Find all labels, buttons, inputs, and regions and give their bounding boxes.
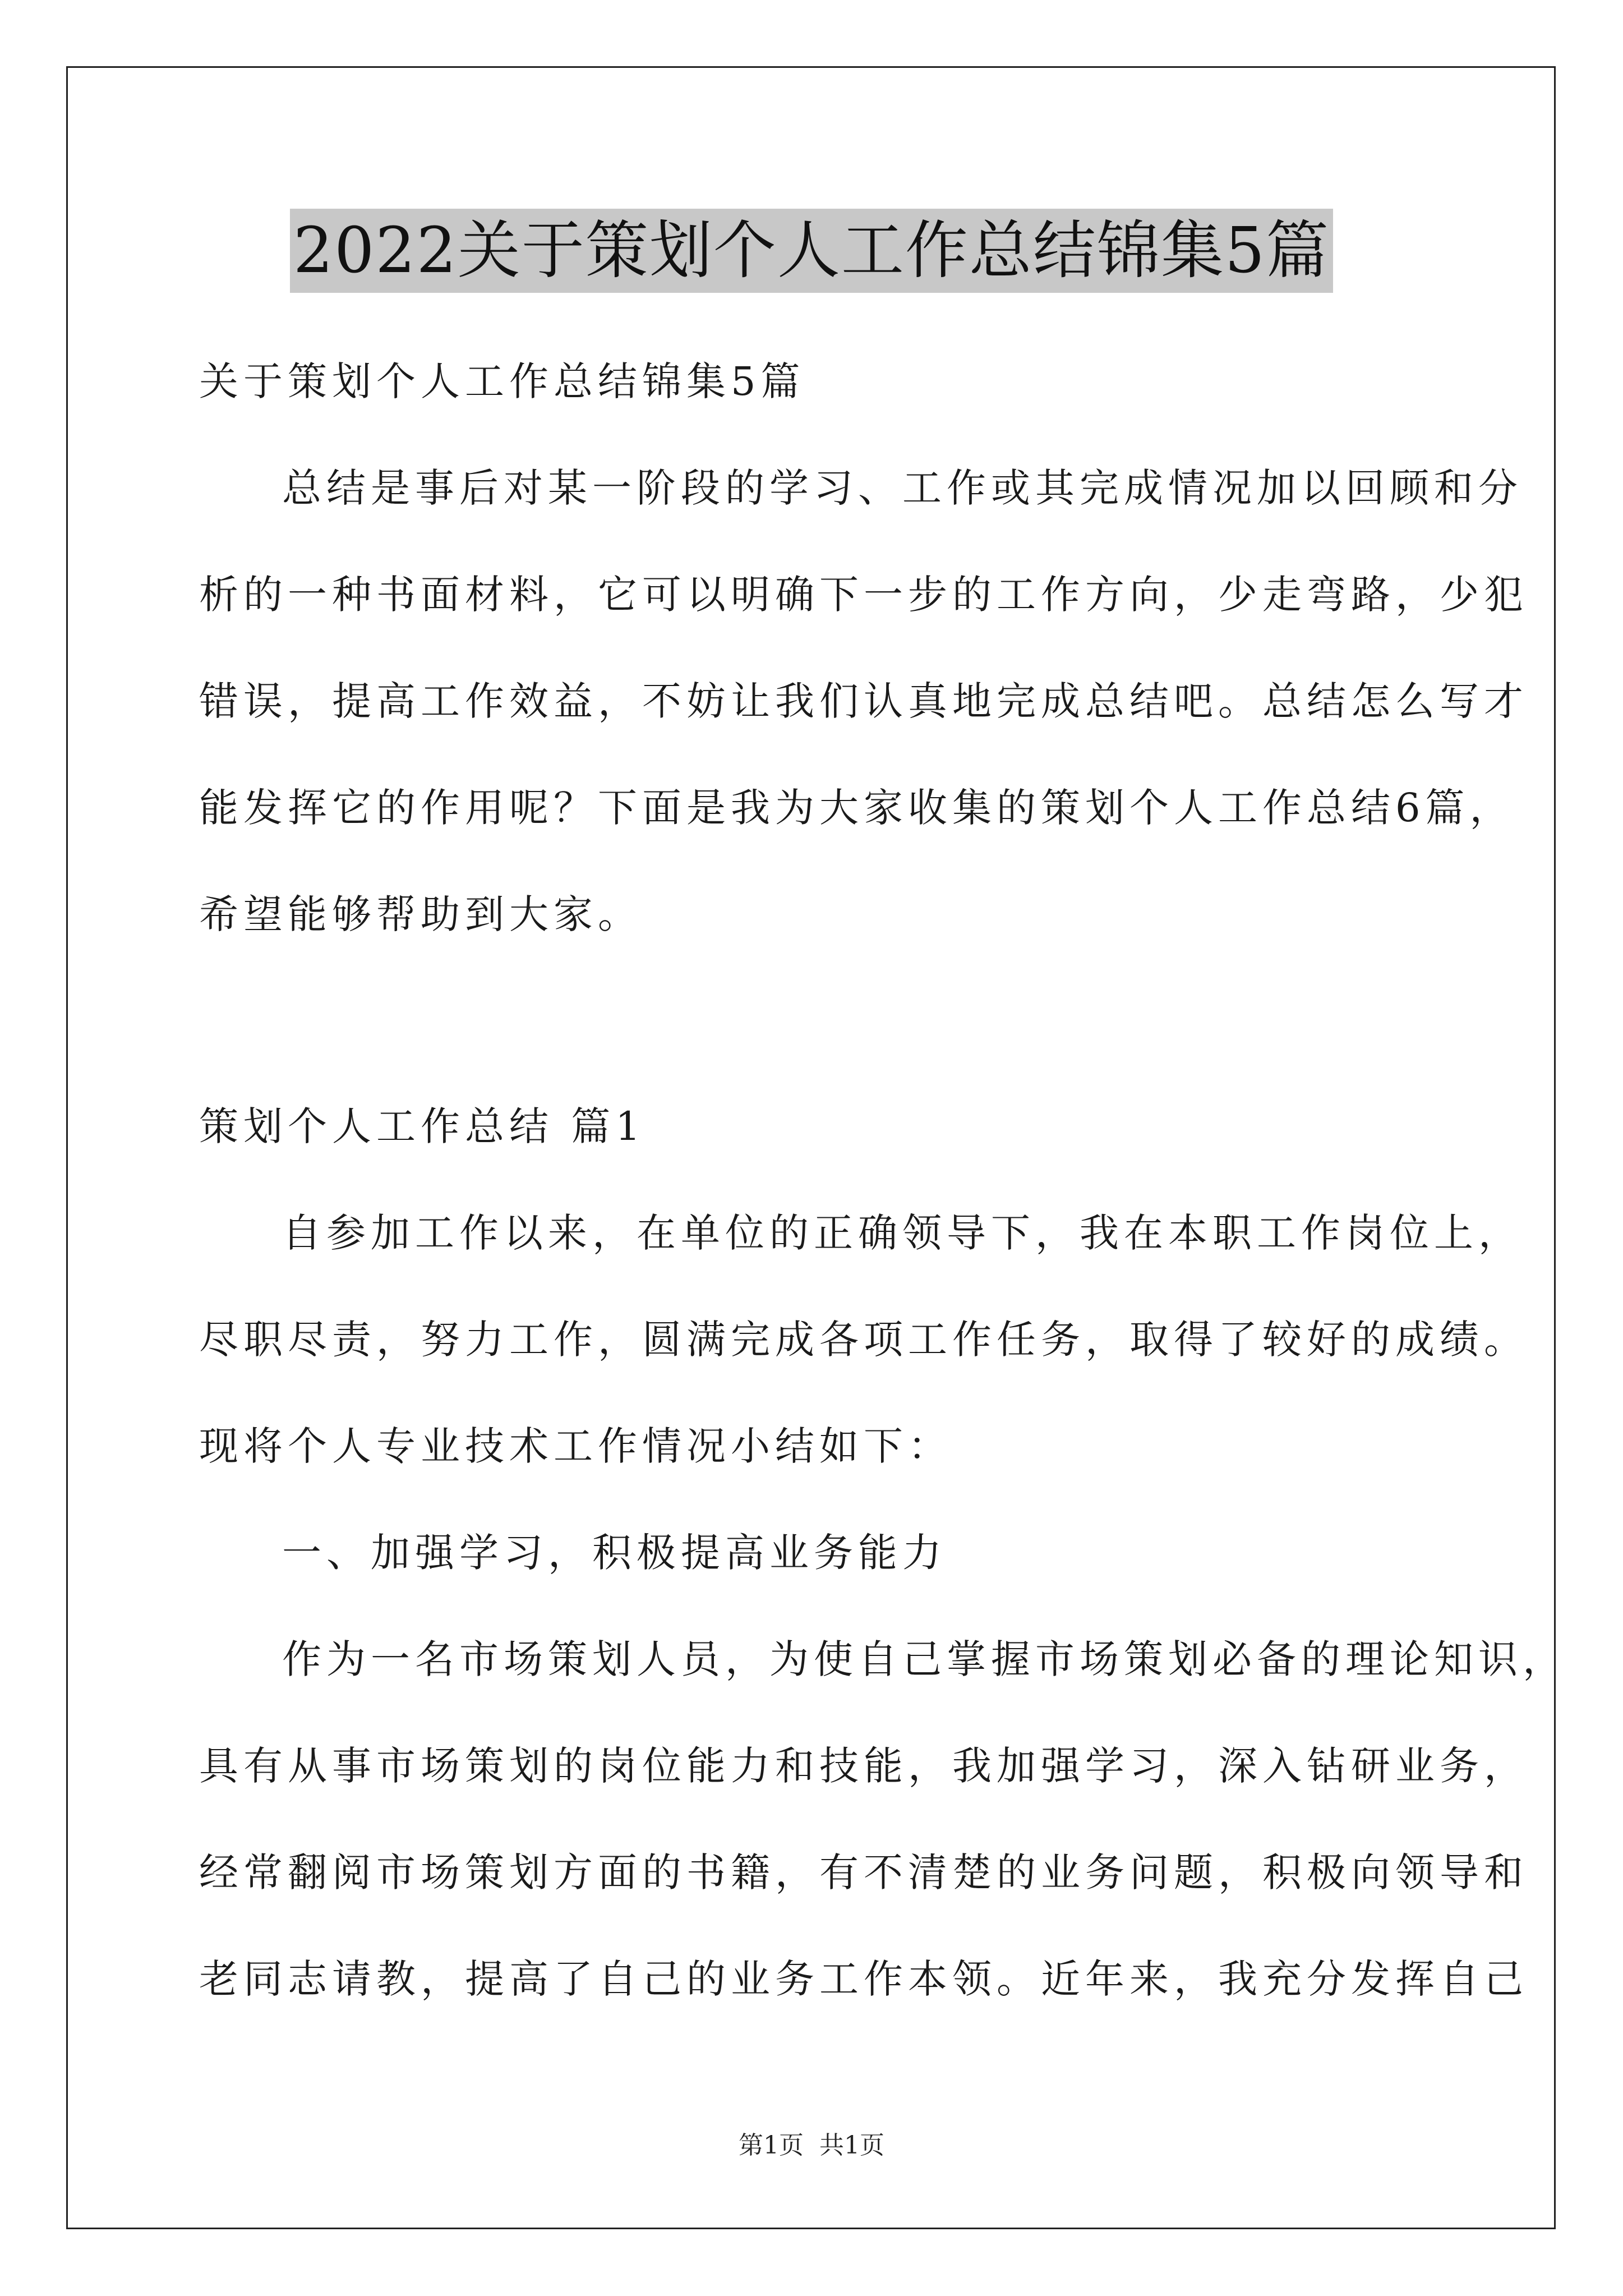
point-line: 经常翻阅市场策划方面的书籍，有不清楚的业务问题，积极向领导和 bbox=[199, 1849, 1528, 1895]
section-line: 现将个人专业技术工作情况小结如下： bbox=[199, 1423, 952, 1469]
page-number: 第1页 共1页 bbox=[739, 2131, 884, 2160]
intro-line: 希望能够帮助到大家。 bbox=[199, 891, 642, 937]
intro-line: 能发挥它的作用呢？下面是我为大家收集的策划个人工作总结6篇， bbox=[199, 785, 1514, 831]
section-line: 尽职尽责，努力工作，圆满完成各项工作任务，取得了较好的成绩。 bbox=[199, 1317, 1528, 1363]
title-block bbox=[0, 209, 1623, 293]
page-footer bbox=[0, 2129, 1623, 2162]
intro-line: 总结是事后对某一阶段的学习、工作或其完成情况加以回顾和分 bbox=[282, 465, 1523, 511]
intro-line: 析的一种书面材料，它可以明确下一步的工作方向，少走弯路，少犯 bbox=[199, 572, 1528, 618]
section-line: 自参加工作以来，在单位的正确领导下，我在本职工作岗位上， bbox=[282, 1210, 1523, 1256]
point-line: 作为一名市场策划人员，为使自己掌握市场策划必备的理论知识， bbox=[282, 1636, 1567, 1682]
point-line: 老同志请教，提高了自己的业务工作本领。近年来，我充分发挥自己 bbox=[199, 1956, 1528, 2002]
section-heading: 策划个人工作总结 篇1 bbox=[199, 1103, 645, 1149]
subtitle: 关于策划个人工作总结锦集5篇 bbox=[199, 358, 805, 404]
point-line: 具有从事市场策划的岗位能力和技能，我加强学习，深入钻研业务， bbox=[199, 1743, 1528, 1789]
point-heading: 一、加强学习，积极提高业务能力 bbox=[282, 1530, 947, 1576]
intro-line: 错误，提高工作效益，不妨让我们认真地完成总结吧。总结怎么写才 bbox=[199, 678, 1528, 724]
document-title: 2022关于策划个人工作总结锦集5篇 bbox=[290, 209, 1333, 293]
